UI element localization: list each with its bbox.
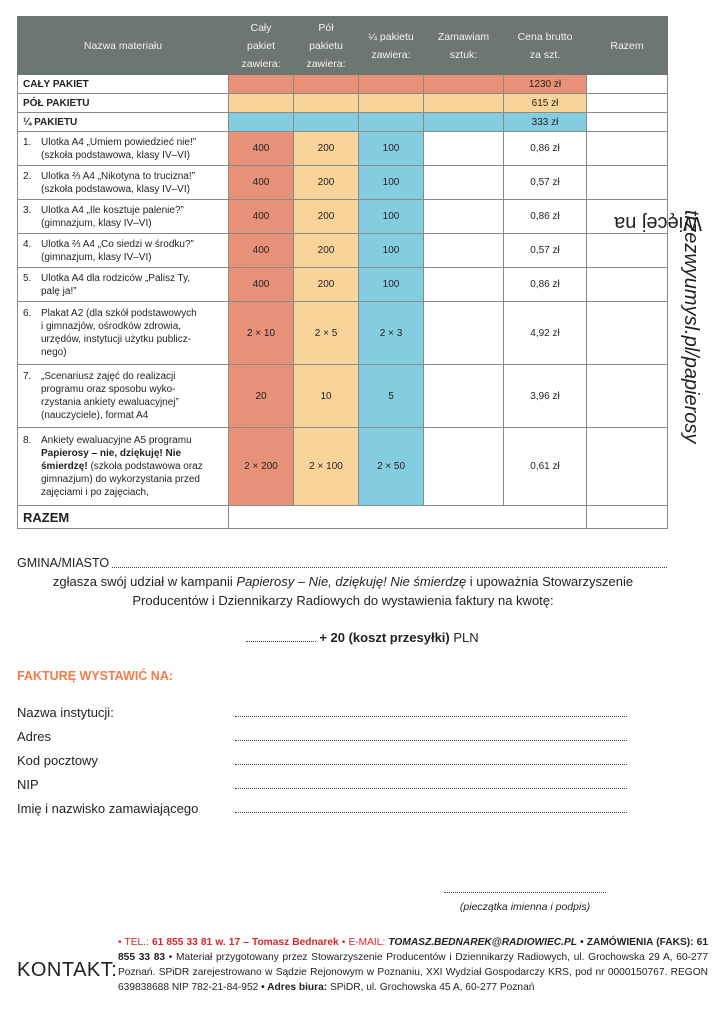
- nip-input[interactable]: [235, 779, 627, 789]
- order-qty-input[interactable]: [424, 302, 504, 365]
- header-half: Pół pakietu zawiera:: [294, 17, 359, 75]
- summary-row: [18, 506, 668, 529]
- total-cell[interactable]: [587, 234, 668, 268]
- institution-input[interactable]: [235, 707, 627, 717]
- field-nip[interactable]: NIP: [17, 777, 627, 792]
- field-postal-code[interactable]: Kod pocztowy: [17, 753, 627, 768]
- package-label: PÓŁ PAKIETU: [18, 94, 229, 113]
- order-table: [17, 16, 668, 529]
- item-row: 1. Ulotka A4 „Umiem powiedzieć nie!” (szkoła podstawowa, klasy IV–VI) 400 200 100 0,86 zł: [18, 132, 668, 166]
- order-qty-input[interactable]: [424, 132, 504, 166]
- total-cell[interactable]: [587, 166, 668, 200]
- gmina-label: GMINA/MIASTO: [17, 556, 110, 570]
- postal-code-input[interactable]: [235, 755, 627, 765]
- header-name: Nazwa materiału: [18, 17, 229, 75]
- grand-total-cell[interactable]: [587, 506, 668, 529]
- item-row: 6. Plakat A2 (dla szkół podstawowych i gimnazjów, ośrodków zdrowia, urzędów, instytucji użytku publicz- nego) 2 × 10 2 × 5 2 × 3 4,92 zł: [18, 302, 668, 365]
- item-name: 7. „Scenariusz zajęć do realizacji programu oraz sposobu wyko- rzystania ankiety ewaluacyjnej” (nauczyciele), format A4: [18, 365, 229, 428]
- order-qty-input[interactable]: [424, 428, 504, 506]
- amount-line: + 20 (koszt przesyłki) PLN: [0, 630, 725, 645]
- item-name: 4. Ulotka ⅔ A4 „Co siedzi w środku?” (gimnazjum, klasy IV–VI): [18, 234, 229, 268]
- item-row: 3. Ulotka A4 „Ile kosztuje palenie?” (gimnazjum, klasy IV–VI) 400 200 100 0,86 zł: [18, 200, 668, 234]
- package-price: 333 zł: [504, 113, 587, 132]
- field-orderer-name[interactable]: Imię i nazwisko zamawiającego: [17, 801, 627, 816]
- order-qty-input[interactable]: [424, 94, 504, 113]
- order-qty-input[interactable]: [424, 268, 504, 302]
- order-qty-input[interactable]: [424, 234, 504, 268]
- total-cell[interactable]: [587, 94, 668, 113]
- item-name: 1. Ulotka A4 „Umiem powiedzieć nie!” (szkoła podstawowa, klasy IV–VI): [18, 132, 229, 166]
- item-row: 5. Ulotka A4 dla rodziców „Palisz Ty, palę ja!” 400 200 100 0,86 zł: [18, 268, 668, 302]
- order-qty-input[interactable]: [424, 365, 504, 428]
- contact-label: KONTAKT:: [17, 959, 118, 981]
- orderer-name-input[interactable]: [235, 803, 627, 813]
- table-header-row: [18, 17, 668, 75]
- signature-area[interactable]: [444, 885, 606, 913]
- total-cell[interactable]: [587, 302, 668, 365]
- signature-line[interactable]: [444, 885, 606, 893]
- item-row: 7. „Scenariusz zajęć do realizacji programu oraz sposobu wyko- rzystania ankiety ewaluacyjnej” (nauczyciele), format A4 20 10 5 3,96 zł: [18, 365, 668, 428]
- amount-input[interactable]: [246, 641, 316, 642]
- header-full: Cały pakiet zawiera:: [229, 17, 294, 75]
- total-cell[interactable]: [587, 75, 668, 94]
- address-input[interactable]: [235, 731, 627, 741]
- package-price: 1230 zł: [504, 75, 587, 94]
- signature-caption: (pieczątka imienna i podpis): [459, 901, 591, 913]
- total-cell[interactable]: [587, 365, 668, 428]
- summary-label: RAZEM: [18, 506, 229, 529]
- package-row-quarter: [18, 113, 668, 132]
- package-label: ¼ PAKIETU: [18, 113, 229, 132]
- total-cell[interactable]: [587, 132, 668, 166]
- package-row-half: [18, 94, 668, 113]
- item-name: 3. Ulotka A4 „Ile kosztuje palenie?” (gimnazjum, klasy IV–VI): [18, 200, 229, 234]
- contact-text: • TEL.: 61 855 33 81 w. 17 – Tomasz Bednarek • E-MAIL: TOMASZ.BEDNAREK@RADIOWIEC.PL • ZAMÓWIENIA (FAKS): 61 855 33 83 • Materiał przygotowany przez Stowarzyszenie Producentów i Dziennikarzy Radiowych, ul. Grochowska 29 A, 60-277 Poznań. SPiDR zarejestrowano w Sądzie Rejonowym w Poznaniu, XXI Wydział Gospodarczy KRS, pod nr 0000150767. REGON 639838688 NIP 782-21-84-952 • Adres biura: SPiDR, ul. Grochowska 45 A, 60-277 Poznań: [118, 937, 709, 993]
- email-link[interactable]: TOMASZ.BEDNAREK@RADIOWIEC.PL: [388, 937, 577, 948]
- website-link[interactable]: trzezwyumysl.pl/papierosy: [680, 210, 702, 444]
- order-qty-input[interactable]: [424, 200, 504, 234]
- total-cell[interactable]: [587, 268, 668, 302]
- item-name: 8. Ankiety ewaluacyjne A5 programu Papierosy – nie, dziękuję! Nie śmierdzę! (szkoła podstawowa oraz gimnazjum) do wykorzystania przed zajęciami i po zajęciach,: [18, 428, 229, 506]
- header-order: Zamawiam sztuk:: [424, 17, 504, 75]
- field-address[interactable]: Adres: [17, 729, 627, 744]
- side-link-text: Więcej na trzezwyumysl.pl/papierosy: [614, 210, 702, 444]
- package-row-full: [18, 75, 668, 94]
- invoice-title: FAKTURĘ WYSTAWIĆ NA:: [17, 669, 174, 683]
- item-name: 5. Ulotka A4 dla rodziców „Palisz Ty, palę ja!”: [18, 268, 229, 302]
- package-label: CAŁY PAKIET: [18, 75, 229, 94]
- order-qty-input[interactable]: [424, 166, 504, 200]
- header-price: Cena brutto za szt.: [504, 17, 587, 75]
- item-row: 2. Ulotka ⅔ A4 „Nikotyna to trucizna!” (szkoła podstawowa, klasy IV–VI) 400 200 100 0,57 zł: [18, 166, 668, 200]
- item-row: 8. Ankiety ewaluacyjne A5 programu Papierosy – nie, dziękuję! Nie śmierdzę! (szkoła podstawowa oraz gimnazjum) do wykorzystania przed zajęciami i po zajęciach, 2 × 200 2 × 100 2 × 50 0,61 zł: [18, 428, 668, 506]
- order-qty-input[interactable]: [424, 113, 504, 132]
- header-quarter: ¼ pakietu zawiera:: [359, 17, 424, 75]
- item-row: 4. Ulotka ⅔ A4 „Co siedzi w środku?” (gimnazjum, klasy IV–VI) 400 200 100 0,57 zł: [18, 234, 668, 268]
- header-total: Razem: [587, 17, 668, 75]
- order-qty-input[interactable]: [424, 75, 504, 94]
- total-cell[interactable]: [587, 113, 668, 132]
- item-name: 2. Ulotka ⅔ A4 „Nikotyna to trucizna!” (szkoła podstawowa, klasy IV–VI): [18, 166, 229, 200]
- package-price: 615 zł: [504, 94, 587, 113]
- declaration-text: zgłasza swój udział w kampanii Papierosy – Nie, dziękuję! Nie śmierdzę i upoważnia Stowarzyszenie Producentów i Dziennikarzy Radiowych do wystawienia faktury na kwotę:: [52, 574, 634, 608]
- total-cell[interactable]: [587, 428, 668, 506]
- gmina-field[interactable]: [17, 556, 667, 570]
- item-name: 6. Plakat A2 (dla szkół podstawowych i gimnazjów, ośrodków zdrowia, urzędów, instytucji użytku publicz- nego): [18, 302, 229, 365]
- phone-link[interactable]: 61 855 33 81 w. 17 – Tomasz Bednarek: [151, 937, 339, 948]
- gmina-input[interactable]: [112, 556, 667, 568]
- field-institution[interactable]: Nazwa instytucji:: [17, 705, 627, 720]
